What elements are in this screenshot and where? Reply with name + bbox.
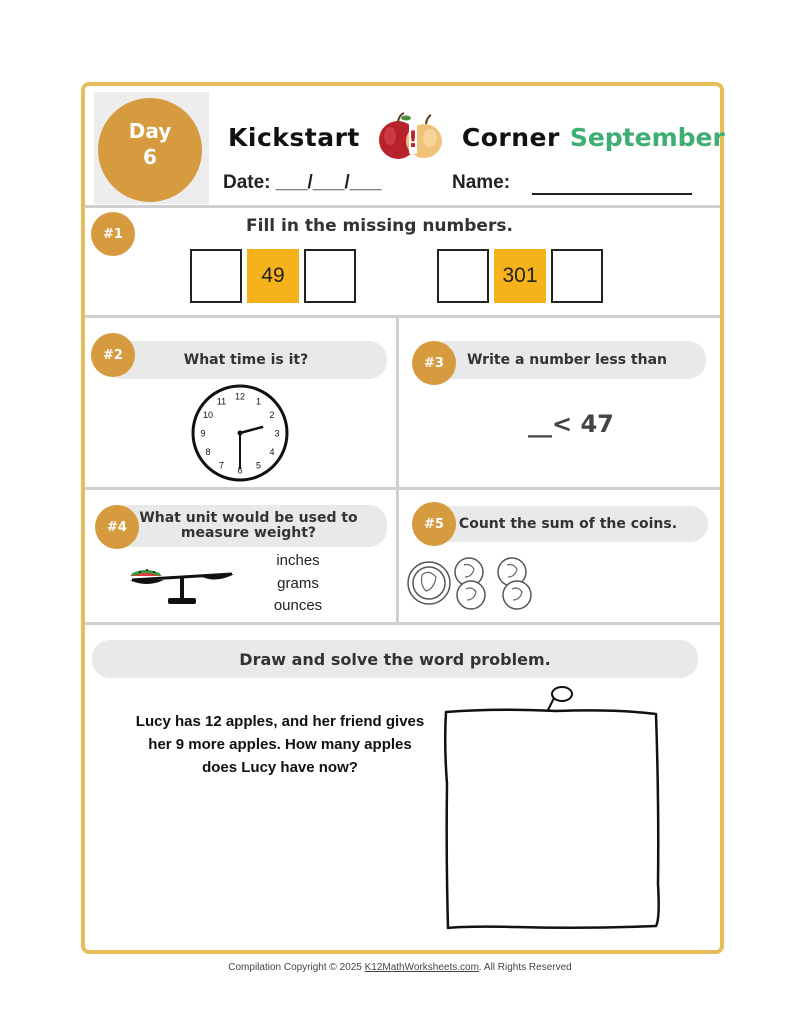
unit-option-ounces[interactable]: ounces [273, 597, 323, 614]
analog-clock [190, 383, 290, 483]
day-number: 6 [143, 145, 157, 169]
question-5-badge: #5 [412, 502, 456, 546]
question-1-heading: Fill in the missing numbers. [246, 216, 513, 236]
clock-number: 2 [269, 410, 275, 420]
divider [85, 622, 720, 625]
word-problem-text: Lucy has 12 apples, and her friend gives her 9 more apples. How many apples does Lucy have now? [135, 713, 425, 776]
scale-icon [128, 558, 238, 608]
question-2-badge: #2 [91, 333, 135, 377]
clock-number: 7 [218, 460, 225, 471]
title-corner: Corner [461, 122, 560, 152]
clock-number: 9 [200, 428, 206, 439]
copyright-footer [0, 962, 800, 973]
date-field[interactable]: Date: ___/___/___ [223, 172, 382, 193]
unit-option-inches[interactable]: inches [276, 552, 320, 569]
apple-icon [368, 112, 454, 162]
inequality-blank[interactable]: __< 47 [528, 410, 614, 438]
given-number: 301 [494, 249, 546, 303]
name-label: Name: [452, 172, 511, 193]
question-1-badge: #1 [91, 212, 135, 256]
clock-number: 1 [255, 396, 262, 407]
question-4-prompt-line1: What unit would be used to [139, 510, 358, 526]
unit-option-grams[interactable]: grams [277, 575, 319, 592]
question-3-badge: #3 [412, 341, 456, 385]
answer-box[interactable] [437, 249, 489, 303]
question-4-badge: #4 [95, 505, 139, 549]
day-label: Day [128, 119, 172, 143]
pin-icon [552, 687, 572, 701]
clock-number: 11 [216, 396, 227, 407]
divider [85, 315, 720, 318]
divider [85, 487, 720, 490]
question-4-prompt-line2: measure weight? [180, 525, 317, 541]
drawing-area[interactable] [436, 684, 666, 934]
divider [396, 318, 399, 622]
word-problem-heading: Draw and solve the word problem. [92, 640, 698, 678]
clock-number: 10 [202, 410, 213, 420]
clock-number: 12 [234, 391, 246, 402]
question-2-prompt: What time is it? [105, 341, 387, 379]
apple-mark: ! [407, 128, 418, 153]
day-badge [98, 98, 202, 202]
clock-number: 4 [269, 447, 275, 457]
answer-box[interactable] [551, 249, 603, 303]
clock-number: 3 [274, 428, 280, 439]
worksheet-title [228, 112, 725, 162]
clock-number: 6 [237, 465, 243, 476]
answer-box[interactable] [304, 249, 356, 303]
question-3-prompt: Write a number less than [428, 341, 706, 379]
question-5-prompt: Count the sum of the coins. [428, 506, 708, 542]
footer-link[interactable]: K12MathWorksheets.com [364, 962, 479, 973]
title-kickstart: Kickstart [228, 122, 360, 152]
coins-icon [407, 555, 542, 611]
clock-number: 5 [255, 460, 262, 471]
footer-prefix: Compilation Copyright © 2025 [228, 962, 365, 973]
clock-center [238, 431, 243, 436]
clock-number: 8 [205, 447, 211, 457]
title-month: September [569, 122, 725, 152]
footer-suffix: . All Rights Reserved [478, 962, 572, 973]
question-4-prompt [110, 505, 387, 547]
answer-box[interactable] [190, 249, 242, 303]
divider [85, 205, 720, 208]
given-number: 49 [247, 249, 299, 303]
name-field[interactable] [532, 193, 692, 195]
